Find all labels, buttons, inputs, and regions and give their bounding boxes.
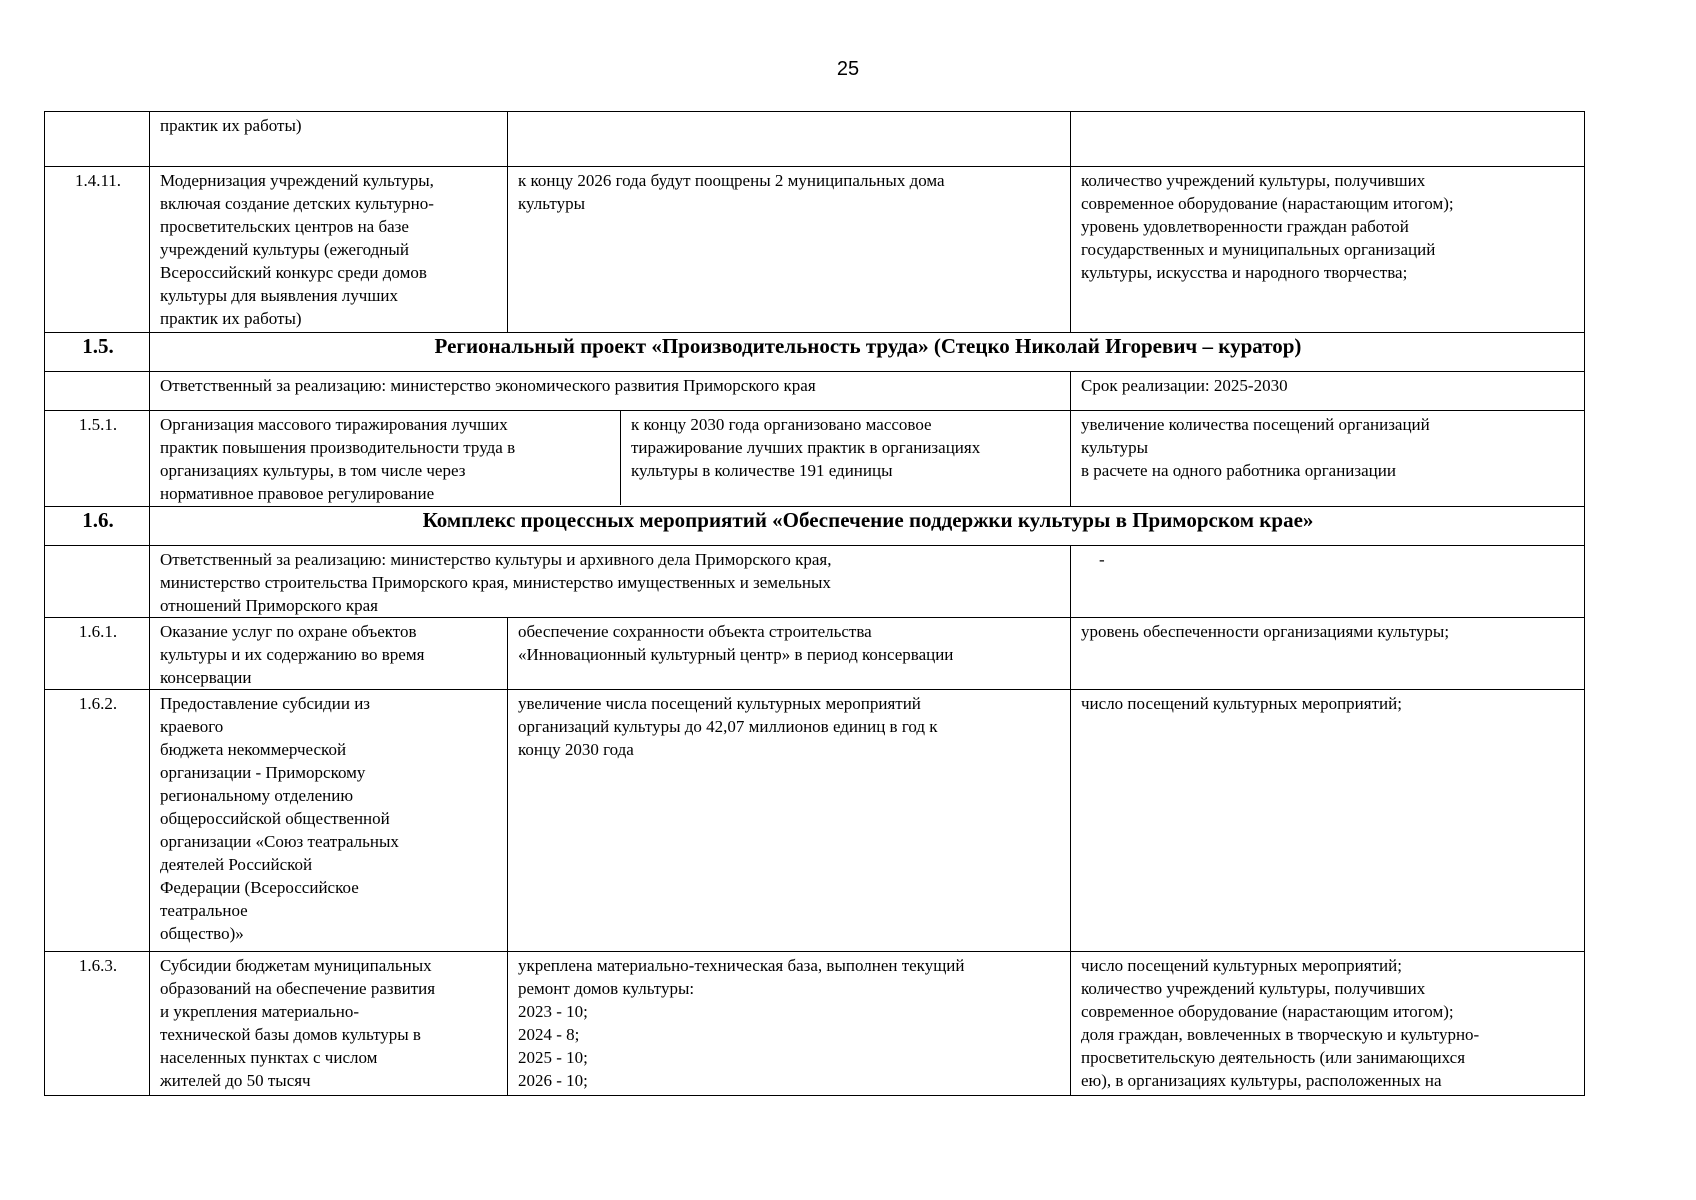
row-number: 1.6.2. (45, 690, 150, 952)
table-row (45, 952, 1585, 1096)
table-row (45, 411, 1585, 507)
result-cell: обеспечение сохранности объекта строительства «Инновационный культурный центр» в период консервации (508, 618, 1071, 690)
result-cell: укреплена материально-техническая база, выполнен текущий ремонт домов культуры: 2023 - 10; 2024 - 8; 2025 - 10; 2026 - 10; (508, 952, 1071, 1096)
section-number: 1.6. (45, 507, 150, 546)
row-number: 1.4.11. (45, 167, 150, 333)
measure-result-split (150, 411, 1071, 507)
row-number (45, 112, 150, 167)
indicator-cell: число посещений культурных мероприятий; (1071, 690, 1585, 952)
term-cell: - (1071, 546, 1585, 618)
indicator-cell: увеличение количества посещений организаций культуры в расчете на одного работника организации (1071, 411, 1585, 507)
indicator-cell: количество учреждений культуры, получивших современное оборудование (нарастающим итогом); уровень удовлетворенности граждан работой государственных и муниципальных организаций культуры, искусства и народного творчества; (1071, 167, 1585, 333)
program-table (44, 111, 1585, 1096)
result-cell (508, 112, 1071, 167)
table-row (45, 167, 1585, 333)
table-row (45, 112, 1585, 167)
empty-cell (45, 546, 150, 618)
responsible-row (45, 372, 1585, 411)
table-row (45, 618, 1585, 690)
measure-cell: Предоставление субсидии из краевого бюджета некоммерческой организации - Приморскому региональному отделению общероссийской общественной организации «Союз театральных деятелей Российской Федерации (Всероссийское театральное общество)» (150, 690, 508, 952)
measure-cell: Субсидии бюджетам муниципальных образований на обеспечение развития и укрепления материально- технической базы домов культуры в населенных пунктах с числом жителей до 50 тысяч (150, 952, 508, 1096)
empty-cell (45, 372, 150, 411)
section-row (45, 507, 1585, 546)
indicator-cell (1071, 112, 1585, 167)
responsible-cell: Ответственный за реализацию: министерство культуры и архивного дела Приморского края, министерство строительства Приморского края, министерство имущественных и земельных отношений Приморского края (150, 546, 1071, 618)
section-title: Комплекс процессных мероприятий «Обеспечение поддержки культуры в Приморском крае» (150, 507, 1585, 546)
row-number: 1.5.1. (45, 411, 150, 507)
measure-cell: Оказание услуг по охране объектов культуры и их содержанию во время консервации (150, 618, 508, 690)
section-number: 1.5. (45, 333, 150, 372)
page-number: 25 (836, 58, 860, 80)
result-cell: к концу 2030 года организовано массовое тиражирование лучших практик в организациях культуры в количестве 191 единицы (620, 411, 1070, 505)
responsible-row (45, 546, 1585, 618)
table-row (45, 690, 1585, 952)
indicator-cell: число посещений культурных мероприятий; количество учреждений культуры, получивших современное оборудование (нарастающим итогом); доля граждан, вовлеченных в творческую и культурно- просветительскую деятельность (или занимающихся ею), в организациях культуры, расположенных на (1071, 952, 1585, 1096)
row-number: 1.6.3. (45, 952, 150, 1096)
section-row (45, 333, 1585, 372)
indicator-cell: уровень обеспеченности организациями культуры; (1071, 618, 1585, 690)
responsible-cell: Ответственный за реализацию: министерство экономического развития Приморского края (150, 372, 1071, 411)
section-title: Региональный проект «Производительность труда» (Стецко Николай Игоревич – куратор) (150, 333, 1585, 372)
row-number: 1.6.1. (45, 618, 150, 690)
measure-cell: Организация массового тиражирования лучших практик повышения производительности труда в организациях культуры, в том числе через нормативное правовое регулирование (160, 415, 516, 503)
measure-cell: практик их работы) (150, 112, 508, 167)
measure-cell: Модернизация учреждений культуры, включая создание детских культурно- просветительских центров на базе учреждений культуры (ежегодный Всероссийский конкурс среди домов культуры для выявления лучших практик их работы) (150, 167, 508, 333)
result-cell: к концу 2026 года будут поощрены 2 муниципальных дома культуры (508, 167, 1071, 333)
result-cell: увеличение числа посещений культурных мероприятий организаций культуры до 42,07 миллионов единиц в год к концу 2030 года (508, 690, 1071, 952)
term-cell: Срок реализации: 2025-2030 (1071, 372, 1585, 411)
